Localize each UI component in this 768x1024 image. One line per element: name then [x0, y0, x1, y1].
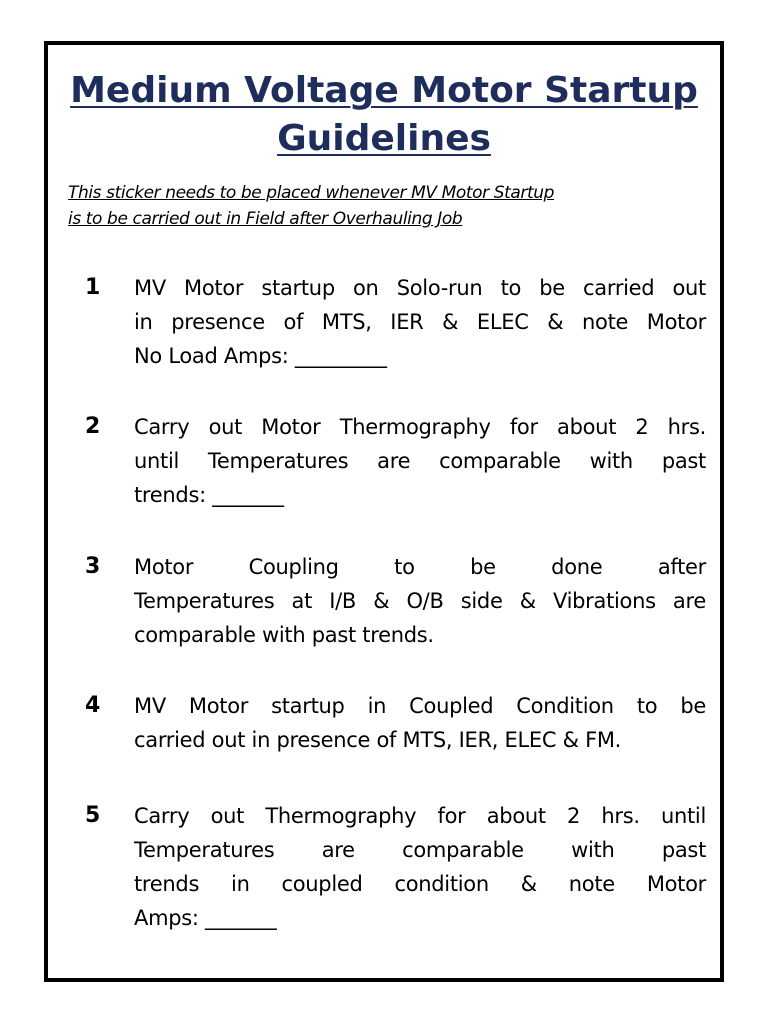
item-number: 5: [85, 803, 101, 828]
title-line-2: Guidelines: [277, 118, 491, 159]
item-text: [134, 410, 706, 512]
item-text: [134, 550, 706, 652]
item-text-line: in presence of MTS, IER & ELEC & note Motor: [134, 310, 706, 334]
item-text-line: No Load Amps: _________: [134, 344, 387, 368]
item-text-line: Temperatures at I/B & O/B side & Vibrations are: [134, 589, 706, 613]
subtitle-line-2: is to be carried out in Field after Overhauling Job: [68, 209, 463, 229]
item-number: 3: [85, 554, 101, 579]
item-text-line: Amps: _______: [134, 906, 277, 930]
item-text: [134, 271, 706, 373]
item-text: [134, 799, 706, 935]
item-number: 4: [85, 693, 101, 718]
title-line-1: Medium Voltage Motor Startup: [70, 70, 698, 111]
item-text-line: MV Motor startup in Coupled Condition to be: [134, 694, 706, 718]
item-text-line: trends: _______: [134, 483, 284, 507]
sticker-frame: [44, 41, 724, 982]
item-text-line: Carry out Motor Thermography for about 2 hrs.: [134, 415, 706, 439]
item-text-line: comparable with past trends.: [134, 623, 434, 647]
item-text-line: trends in coupled condition & note Motor: [134, 872, 706, 896]
item-text-line: Carry out Thermography for about 2 hrs. until: [134, 804, 706, 828]
subtitle-note: [68, 180, 708, 232]
item-text-line: until Temperatures are comparable with past: [134, 449, 706, 473]
subtitle-line-1: This sticker needs to be placed whenever MV Motor Startup: [68, 183, 555, 203]
item-text: [134, 689, 706, 757]
item-text-line: carried out in presence of MTS, IER, ELEC & FM.: [134, 728, 622, 752]
item-text-line: Temperatures are comparable with past: [134, 838, 706, 862]
item-text-line: MV Motor startup on Solo-run to be carried out: [134, 276, 706, 300]
item-number: 1: [85, 275, 101, 300]
item-text-line: Motor Coupling to be done after: [134, 555, 706, 579]
page-title: [48, 67, 720, 163]
item-number: 2: [85, 414, 101, 439]
